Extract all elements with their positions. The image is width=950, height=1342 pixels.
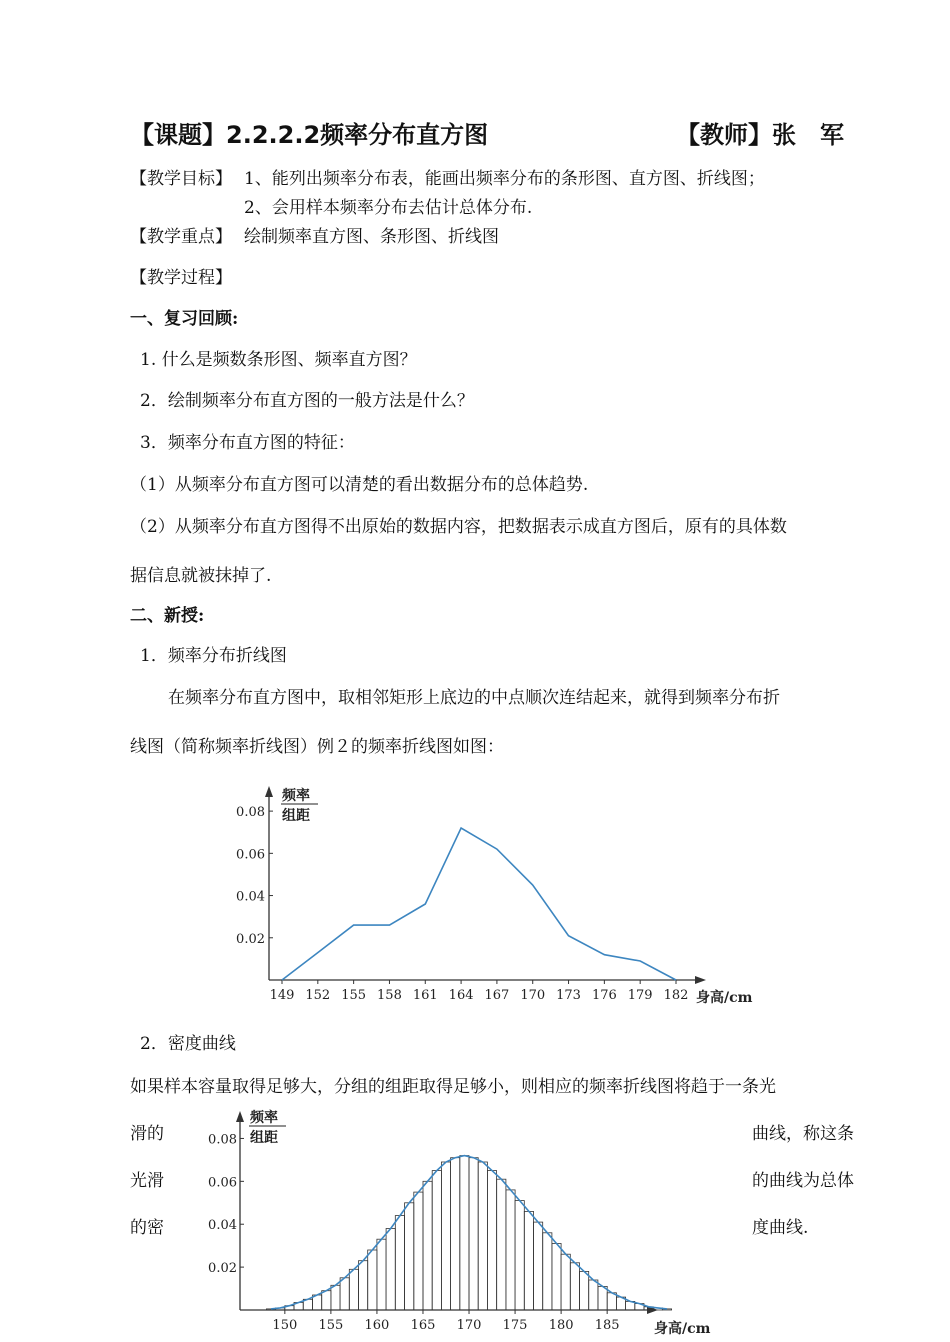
review-question-3: 3．频率分布直方图的特征：: [140, 433, 355, 453]
section2-left-2: 光滑: [130, 1171, 164, 1191]
histogram-bar: [561, 1254, 570, 1310]
y-tick-label: 0.08: [208, 1132, 237, 1148]
histogram-bar: [395, 1216, 404, 1310]
section1-title: 1．频率分布折线图: [140, 646, 287, 666]
x-tick-label: 158: [377, 988, 402, 1003]
histogram-bar: [331, 1285, 340, 1310]
y-label-top: 频率: [250, 1110, 278, 1126]
y-label-top: 频率: [282, 788, 310, 804]
goals-label: 【教学目标】: [130, 169, 232, 189]
section2-left-3: 的密: [130, 1218, 164, 1238]
histogram-bar: [441, 1162, 450, 1310]
histogram-bar: [451, 1158, 460, 1310]
x-tick-label: 164: [448, 988, 474, 1003]
x-tick-label: 176: [591, 988, 617, 1003]
section2-left-1: 滑的: [130, 1124, 164, 1144]
y-tick-label: 0.06: [236, 847, 265, 863]
newlesson-heading: 二、新授:: [130, 606, 205, 626]
histogram-bar: [487, 1171, 496, 1310]
histogram-bar: [368, 1250, 377, 1310]
histogram-bar: [432, 1171, 441, 1310]
y-axis-arrow: [265, 786, 273, 797]
focus-label: 【教学重点】: [130, 227, 232, 247]
x-axis-label: 身高/cm: [696, 990, 753, 1006]
y-tick-label: 0.06: [208, 1175, 237, 1191]
histogram-bar: [405, 1203, 414, 1310]
x-tick-label: 167: [484, 988, 510, 1003]
histogram-bar: [607, 1293, 616, 1310]
y-tick-label: 0.02: [208, 1261, 237, 1277]
x-tick-label: 161: [412, 988, 438, 1003]
x-tick-label: 175: [502, 1318, 528, 1333]
x-tick-label: 182: [663, 988, 689, 1003]
goal-item-2: 2、会用样本频率分布去估计总体分布.: [244, 198, 533, 218]
goal-item-1: 1、能列出频率分布表，能画出频率分布的条形图、直方图、折线图；: [244, 169, 765, 189]
y-tick-label: 0.04: [236, 889, 265, 905]
y-tick-label: 0.02: [236, 931, 265, 947]
x-axis-arrow: [695, 976, 706, 984]
y-label-bottom: 组距: [282, 808, 310, 824]
section1-paragraph-line1: 在频率分布直方图中，取相邻矩形上底边的中点顺次连结起来，就得到频率分布折: [168, 688, 780, 708]
x-tick-label: 180: [548, 1318, 574, 1333]
histogram-bar: [359, 1261, 368, 1310]
y-tick-label: 0.04: [208, 1218, 237, 1234]
lesson-topic: 【课题】2.2.2.2频率分布直方图: [130, 121, 489, 149]
review-question-2: 2．绘制频率分布直方图的一般方法是什么？: [140, 391, 474, 411]
x-tick-label: 173: [556, 988, 581, 1003]
x-tick-label: 179: [627, 988, 653, 1003]
histogram-bar: [423, 1181, 432, 1310]
x-tick-label: 155: [318, 1318, 344, 1333]
histogram-bar: [524, 1211, 533, 1310]
histogram-bar: [534, 1222, 543, 1310]
y-label-bottom: 组距: [250, 1130, 278, 1146]
section2-paragraph-line1: 如果样本容量取得足够大，分组的组距取得足够小，则相应的频率折线图将趋于一条光: [130, 1077, 776, 1097]
focus-text: 绘制频率直方图、条形图、折线图: [244, 227, 499, 247]
section2-right-2: 的曲线为总体: [752, 1171, 854, 1191]
teacher-name: 【教师】张 军: [676, 121, 844, 149]
section1-paragraph-line2: 线图（简称频率折线图）例２的频率折线图如图：: [130, 737, 504, 757]
histogram-bar: [589, 1280, 598, 1310]
x-tick-label: 149: [269, 988, 295, 1003]
histogram-bar: [478, 1162, 487, 1310]
review-question-1: 1. 什么是频数条形图、频率直方图？: [140, 350, 417, 370]
density-histogram-chart: [196, 1103, 736, 1341]
process-label: 【教学过程】: [130, 268, 232, 288]
y-axis-arrow: [236, 1111, 244, 1122]
histogram-bar: [506, 1190, 515, 1310]
x-tick-label: 185: [594, 1318, 620, 1333]
feature-point-2-line2: 据信息就被抹掉了.: [130, 566, 272, 586]
feature-point-1: （1）从频率分布直方图可以清楚的看出数据分布的总体趋势.: [130, 475, 589, 495]
section2-right-1: 曲线，称这条: [752, 1124, 854, 1144]
histogram-bar: [552, 1244, 561, 1311]
histogram-bar: [580, 1271, 589, 1310]
x-axis-label: 身高/cm: [654, 1321, 711, 1337]
histogram-bar: [340, 1278, 349, 1310]
histogram-bar: [598, 1286, 607, 1310]
feature-point-2-line1: （2）从频率分布直方图得不出原始的数据内容，把数据表示成直方图后，原有的具体数: [130, 517, 787, 537]
x-tick-label: 170: [456, 1318, 482, 1333]
x-tick-label: 152: [305, 988, 331, 1003]
y-tick-label: 0.08: [236, 805, 265, 821]
histogram-bar: [386, 1229, 395, 1311]
section2-title: 2．密度曲线: [140, 1034, 236, 1054]
x-tick-label: 165: [410, 1318, 436, 1333]
section2-right-3: 度曲线.: [752, 1218, 809, 1238]
x-tick-label: 155: [341, 988, 367, 1003]
histogram-bar: [349, 1269, 358, 1310]
histogram-bar: [322, 1291, 331, 1310]
review-heading: 一、复习回顾:: [130, 309, 239, 329]
frequency-polygon-chart: [230, 770, 770, 1010]
histogram-bar: [469, 1158, 478, 1310]
histogram-bar: [377, 1239, 386, 1310]
histogram-bar: [414, 1192, 423, 1310]
histogram-bar: [515, 1201, 524, 1310]
histogram-bar: [497, 1179, 506, 1310]
x-tick-label: 170: [520, 988, 546, 1003]
x-tick-label: 150: [272, 1318, 298, 1333]
histogram-bar: [460, 1156, 469, 1310]
histogram-bar: [570, 1263, 579, 1310]
x-tick-label: 160: [364, 1318, 390, 1333]
histogram-bar: [543, 1233, 552, 1310]
frequency-polyline: [282, 828, 676, 980]
